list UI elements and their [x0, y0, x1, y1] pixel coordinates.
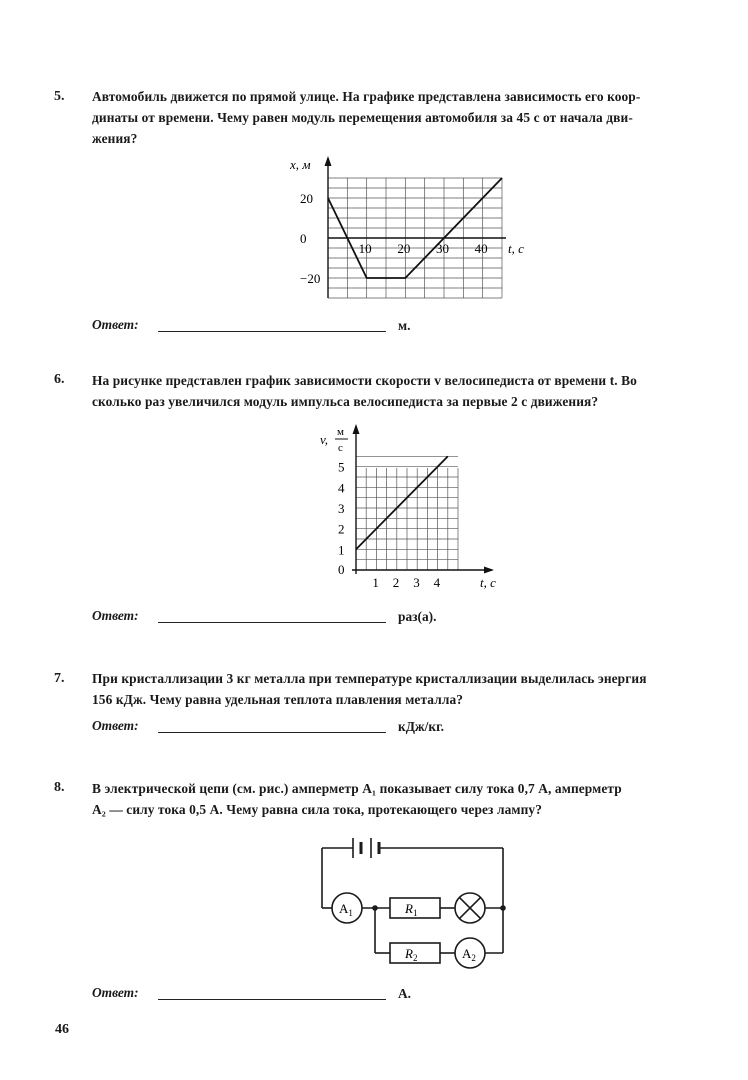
y-tick-label: 4 [338, 480, 345, 496]
y-axis-arrow [353, 424, 360, 434]
y-tick-label: 2 [338, 521, 345, 537]
x-axis-label: t, с [480, 575, 496, 590]
y-axis-label-symbol: v, [320, 432, 329, 447]
x-tick-label: 30 [436, 241, 449, 256]
question-5-text [92, 86, 742, 149]
x-tick-label: 10 [358, 241, 372, 256]
question-6-text [92, 370, 742, 412]
question-8-number: 8. [54, 780, 65, 795]
series-line [356, 456, 448, 549]
y-axis-label-unit-denominator: с [338, 442, 343, 454]
question-6-line-2: сколько раз увеличился модуль импульса велосипедиста за первые 2 с движения? [92, 394, 599, 409]
x-tick-label: 1 [372, 575, 379, 590]
question-5-line-2: динаты от времени. Чему равен модуль перемещения автомобиля за 45 с от начала дви- [92, 110, 633, 125]
question-7-number: 7. [54, 671, 65, 686]
chart-position-time [280, 150, 540, 310]
question-5-answer-unit: м. [398, 318, 411, 333]
origin-label: 0 [338, 562, 345, 577]
question-6-line-1: На рисунке представлен график зависимости скорости v велосипедиста от времени t. Во [92, 373, 637, 388]
y-tick-label: 20 [300, 191, 313, 206]
y-axis-arrow [325, 156, 332, 166]
question-5-answer-label: Ответ: [92, 317, 139, 332]
x-tick-label: 2 [392, 575, 400, 590]
x-tick-label: 4 [433, 575, 441, 590]
question-8-answer-field[interactable] [158, 999, 386, 1000]
page-number: 46 [55, 1022, 69, 1037]
question-6-answer-unit: раз(а). [398, 609, 437, 624]
question-6-number: 6. [54, 372, 65, 387]
question-7-line-2: 156 кДж. Чему равна удельная теплота плавления металла? [92, 692, 464, 707]
question-8-text [92, 778, 742, 820]
resistor-r1-label: $R_1$ [405, 901, 418, 918]
question-7-answer-unit: кДж/кг. [398, 719, 444, 734]
question-7-answer-label: Ответ: [92, 718, 139, 733]
junction-right [500, 905, 506, 911]
circuit-diagram [315, 828, 515, 973]
question-8-line-2: A₂ — силу тока 0,5 А. Чему равна сила тока, протекающего через лампу? [92, 802, 542, 817]
x-tick-label: 40 [474, 241, 488, 256]
x-tick-label: 3 [413, 575, 420, 590]
question-5-line-3: жения? [92, 131, 138, 146]
x-axis-label: t, с [508, 241, 524, 256]
question-6-answer-field[interactable] [158, 622, 386, 623]
y-tick-label: 1 [338, 542, 345, 558]
y-tick-label: 5 [338, 459, 345, 475]
question-8-line-1: В электрической цепи (см. рис.) амперметр A₁ показывает силу тока 0,7 А, амперметр [92, 781, 622, 796]
question-6-answer-label: Ответ: [92, 608, 139, 623]
x-tick-label: 20 [397, 241, 411, 256]
chart-velocity-time [300, 420, 520, 600]
question-5-number: 5. [54, 89, 65, 104]
y-tick-label: 3 [338, 501, 345, 516]
question-5-answer-field[interactable] [158, 331, 386, 332]
junction-left [372, 905, 378, 911]
resistor-r2-label: $R_2$ [405, 946, 418, 963]
y-tick-label: 0 [300, 231, 307, 246]
x-axis-arrow [484, 567, 494, 574]
question-5-line-1: Автомобиль движется по прямой улице. На графике представлена зависимость его коор- [92, 89, 641, 104]
y-tick-label: −20 [300, 271, 321, 286]
ammeter-a1-label: $A_1$ [339, 901, 353, 918]
ammeter-a2-label: $A_2$ [462, 946, 476, 963]
question-7-answer-field[interactable] [158, 732, 386, 733]
y-axis-label-unit-numerator: м [337, 426, 344, 438]
question-7-text [92, 668, 742, 710]
question-7-line-1: При кристаллизации 3 кг металла при температуре кристаллизации выделилась энергия [92, 671, 647, 686]
y-axis-label: x, м [290, 157, 311, 172]
question-8-answer-label: Ответ: [92, 985, 139, 1000]
question-8-answer-unit: А. [398, 986, 412, 1001]
